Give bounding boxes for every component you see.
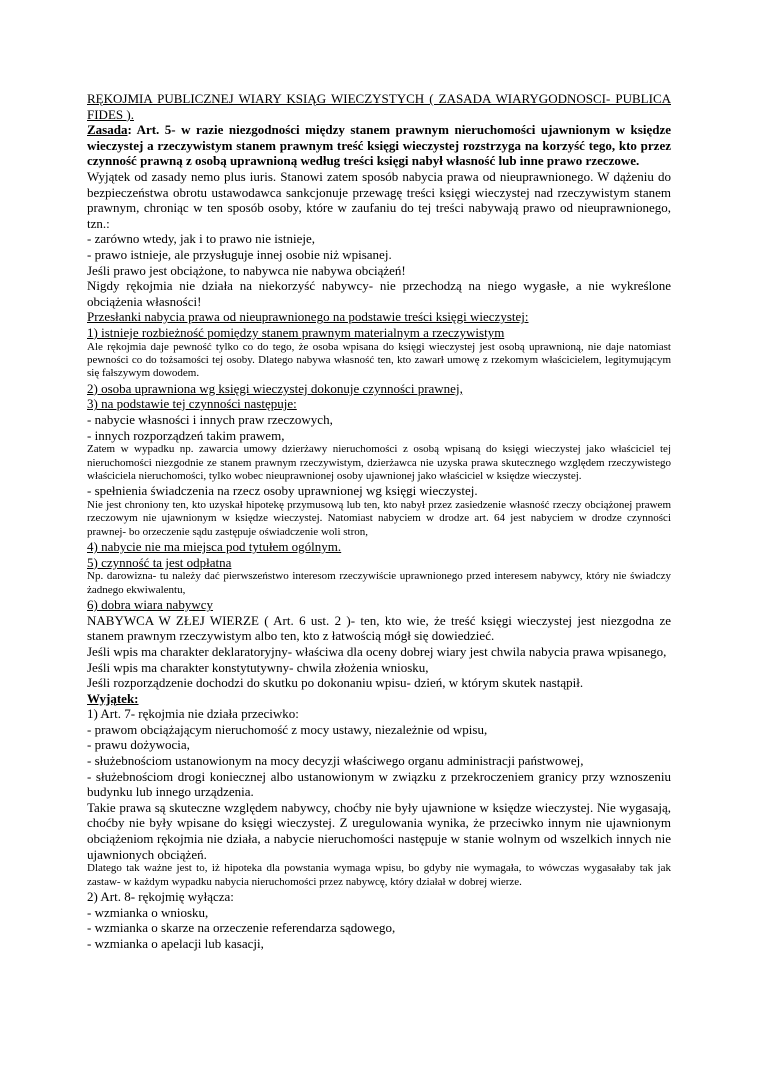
art8-heading: 2) Art. 8- rękojmię wyłącza: xyxy=(87,889,234,905)
bad-faith-definition: NABYWCA W ZŁEJ WIERZE ( Art. 6 ust. 2 )- ten, kto wie, że treść księgi wieczystej jest niezgodna ze stanem prawnym rzeczywistym albo ten, kto z łatwością mógł się dowiedzieć. xyxy=(87,612,671,644)
prereq-note: Np. darowizna- tu należy dać pierwszeństwo interesom rzeczywiście uprawnionego przed interesem nabywcy, który nie świadczy żadnego ekwiwalentu, xyxy=(87,570,671,596)
prereq-item: 5) czynność ta jest odpłatna xyxy=(87,554,232,570)
prereq-heading: Przesłanki nabycia prawa od nieuprawnionego na podstawie treści księgi wieczystej: xyxy=(87,309,529,325)
declaratory-entry: Jeśli wpis ma charakter deklaratoryjny- właściwa dla oceny dobrej wiary jest chwila nabycia prawa wpisanego, xyxy=(87,643,667,659)
art7-heading: 1) Art. 7- rękojmia nie działa przeciwko: xyxy=(87,706,299,722)
document-title: RĘKOJMIA PUBLICZNEJ WIARY KSIĄG WIECZYSTYCH ( ZASADA WIARYGODNOSCI- PUBLICA FIDES ). xyxy=(87,91,671,122)
prereq-item: 2) osoba uprawniona wg księgi wieczystej dokonuje czynności prawnej, xyxy=(87,380,463,396)
art7-item: - prawu dożywocia, xyxy=(87,737,190,753)
rule-text: : Art. 5- w razie niezgodności między stanem prawnym nieruchomości ujawnionym w księdze wieczystej a rzeczywistym stanem prawnym treść księgi wieczystej rozstrzyga na korzyść tego, kto przez czynność prawną z osobą uprawnioną według treści księgi nabył własność lub inne prawo rzeczowe. xyxy=(87,122,671,169)
art8-item: - wzmianka o apelacji lub kasacji, xyxy=(87,935,264,951)
art7-item: - prawom obciążającym nieruchomość z mocy ustawy, niezależnie od wpisu, xyxy=(87,721,488,737)
art7-item: - służebnościom drogi koniecznej albo ustanowionym w związku z przekroczeniem granicy przy wznoszeniu budynku lub innego urządzenia. xyxy=(87,768,671,800)
art7-item: - służebnościom ustanowionym na mocy decyzji właściwego organu administracji państwowej, xyxy=(87,753,584,769)
prereq-item: 1) istnieje rozbieżność pomiędzy stanem prawnym materialnym a rzeczywistym xyxy=(87,324,505,340)
document-page xyxy=(87,91,671,951)
prereq-note: Ale rękojmia daje pewność tylko co do tego, że osoba wpisana do księgi wieczystej jest osobą uprawnioną, nie daje natomiast pewności co do tożsamości tej osoby. Dlatego nabywa własność ten, kto zawarł umowę z rzekomym właścicielem, legitymującym się fałszywym dowodem. xyxy=(87,340,671,380)
rule-paragraph xyxy=(87,122,671,169)
prereq-item: 6) dobra wiara nabywcy xyxy=(87,597,213,613)
never-rule: Nigdy rękojmia nie działa na niekorzyść nabywcy- nie przechodzą na niego wygasłe, a nie wykreślone obciążenia własności! xyxy=(87,278,671,309)
rule-label: Zasada xyxy=(87,122,128,138)
exceptions-heading: Wyjątek: xyxy=(87,690,139,706)
case-item: - prawo istnieje, ale przysługuje innej osobie niż wpisanej. xyxy=(87,246,392,262)
prereq-item: 3) na podstawie tej czynności następuje: xyxy=(87,396,297,412)
constitutive-entry: Jeśli wpis ma charakter konstytutywny- chwila złożenia wniosku, xyxy=(87,659,429,675)
prereq-item: 4) nabycie nie ma miejsca pod tytułem ogólnym. xyxy=(87,539,342,555)
case-item: - zarówno wtedy, jak i to prawo nie istnieje, xyxy=(87,231,316,247)
prereq-note: Zatem w wypadku np. zawarcia umowy dzierżawy nieruchomości z osobą wpisaną do księgi wieczystej jako właściciel tej nieruchomości niezgodnie ze stanem prawnym rzeczywistym, dzierżawca nie uzyska prawa skutecznego względem rzeczywistego właściciela nieruchomości, tylko wobec nieuprawnionej osoby ujawnionej jako właściciel w księdze wieczystej. xyxy=(87,443,671,482)
prereq-subitem: - nabycie własności i innych praw rzeczowych, xyxy=(87,411,333,427)
art7-effect: Takie prawa są skuteczne względem nabywcy, choćby nie były ujawnione w księdze wieczystej. Nie wygasają, choćby nie były wpisane do księgi wieczystej. Z uregulowania wynika, że przeciwko innym nie ujawnionym obciążeniom rękojmia nie działa, a nabycie nieruchomości następuje w stanie wolnym od wszelkich innych nie ujawnionych obciążeń. xyxy=(87,799,671,862)
art8-item: - wzmianka o skarze na orzeczenie referendarza sądowego, xyxy=(87,920,396,936)
encumbrance-note: Jeśli prawo jest obciążone, to nabywca nie nabywa obciążeń! xyxy=(87,262,406,278)
prereq-subitem: - spełnienia świadczenia na rzecz osoby uprawnionej wg księgi wieczystej. xyxy=(87,483,478,499)
art7-note: Dlatego tak ważne jest to, iż hipoteka dla powstania wymaga wpisu, bo gdyby nie wymagała, to wówczas wygasałaby tak jak zastaw- w każdym wypadku nabycia nieruchomości przez nabywcę, który działał w dobrej wierze. xyxy=(87,862,671,888)
disposal-entry: Jeśli rozporządzenie dochodzi do skutku po dokonaniu wpisu- dzień, w którym skutek nastąpił. xyxy=(87,675,584,691)
prereq-note: Nie jest chroniony ten, kto uzyskał hipotekę przymusową lub ten, kto nabył przez zasiedzenie własność rzeczy obciążonej prawem rzeczowym nie ujawnionym w księdze wieczystej. Natomiast nabyciem w drodze art. 64 jest nabyciem w drodze czynności prawnej- bo orzeczenie sądu zastępuje oświadczenie woli stron, xyxy=(87,498,671,538)
exception-intro: Wyjątek od zasady nemo plus iuris. Stanowi zatem sposób nabycia prawa od nieuprawnionego. W dążeniu do bezpieczeństwa obrotu ustawodawca sankcjonuje przewagę treści księgi wieczystej nad rzeczywistym stanem prawnym, chroniąc w ten sposób osoby, które w zaufaniu do tej treści nabywają prawo od nieuprawnionego, tzn.: xyxy=(87,168,671,231)
art8-item: - wzmianka o wniosku, xyxy=(87,904,209,920)
prereq-subitem: - innych rozporządzeń takim prawem, xyxy=(87,427,285,443)
